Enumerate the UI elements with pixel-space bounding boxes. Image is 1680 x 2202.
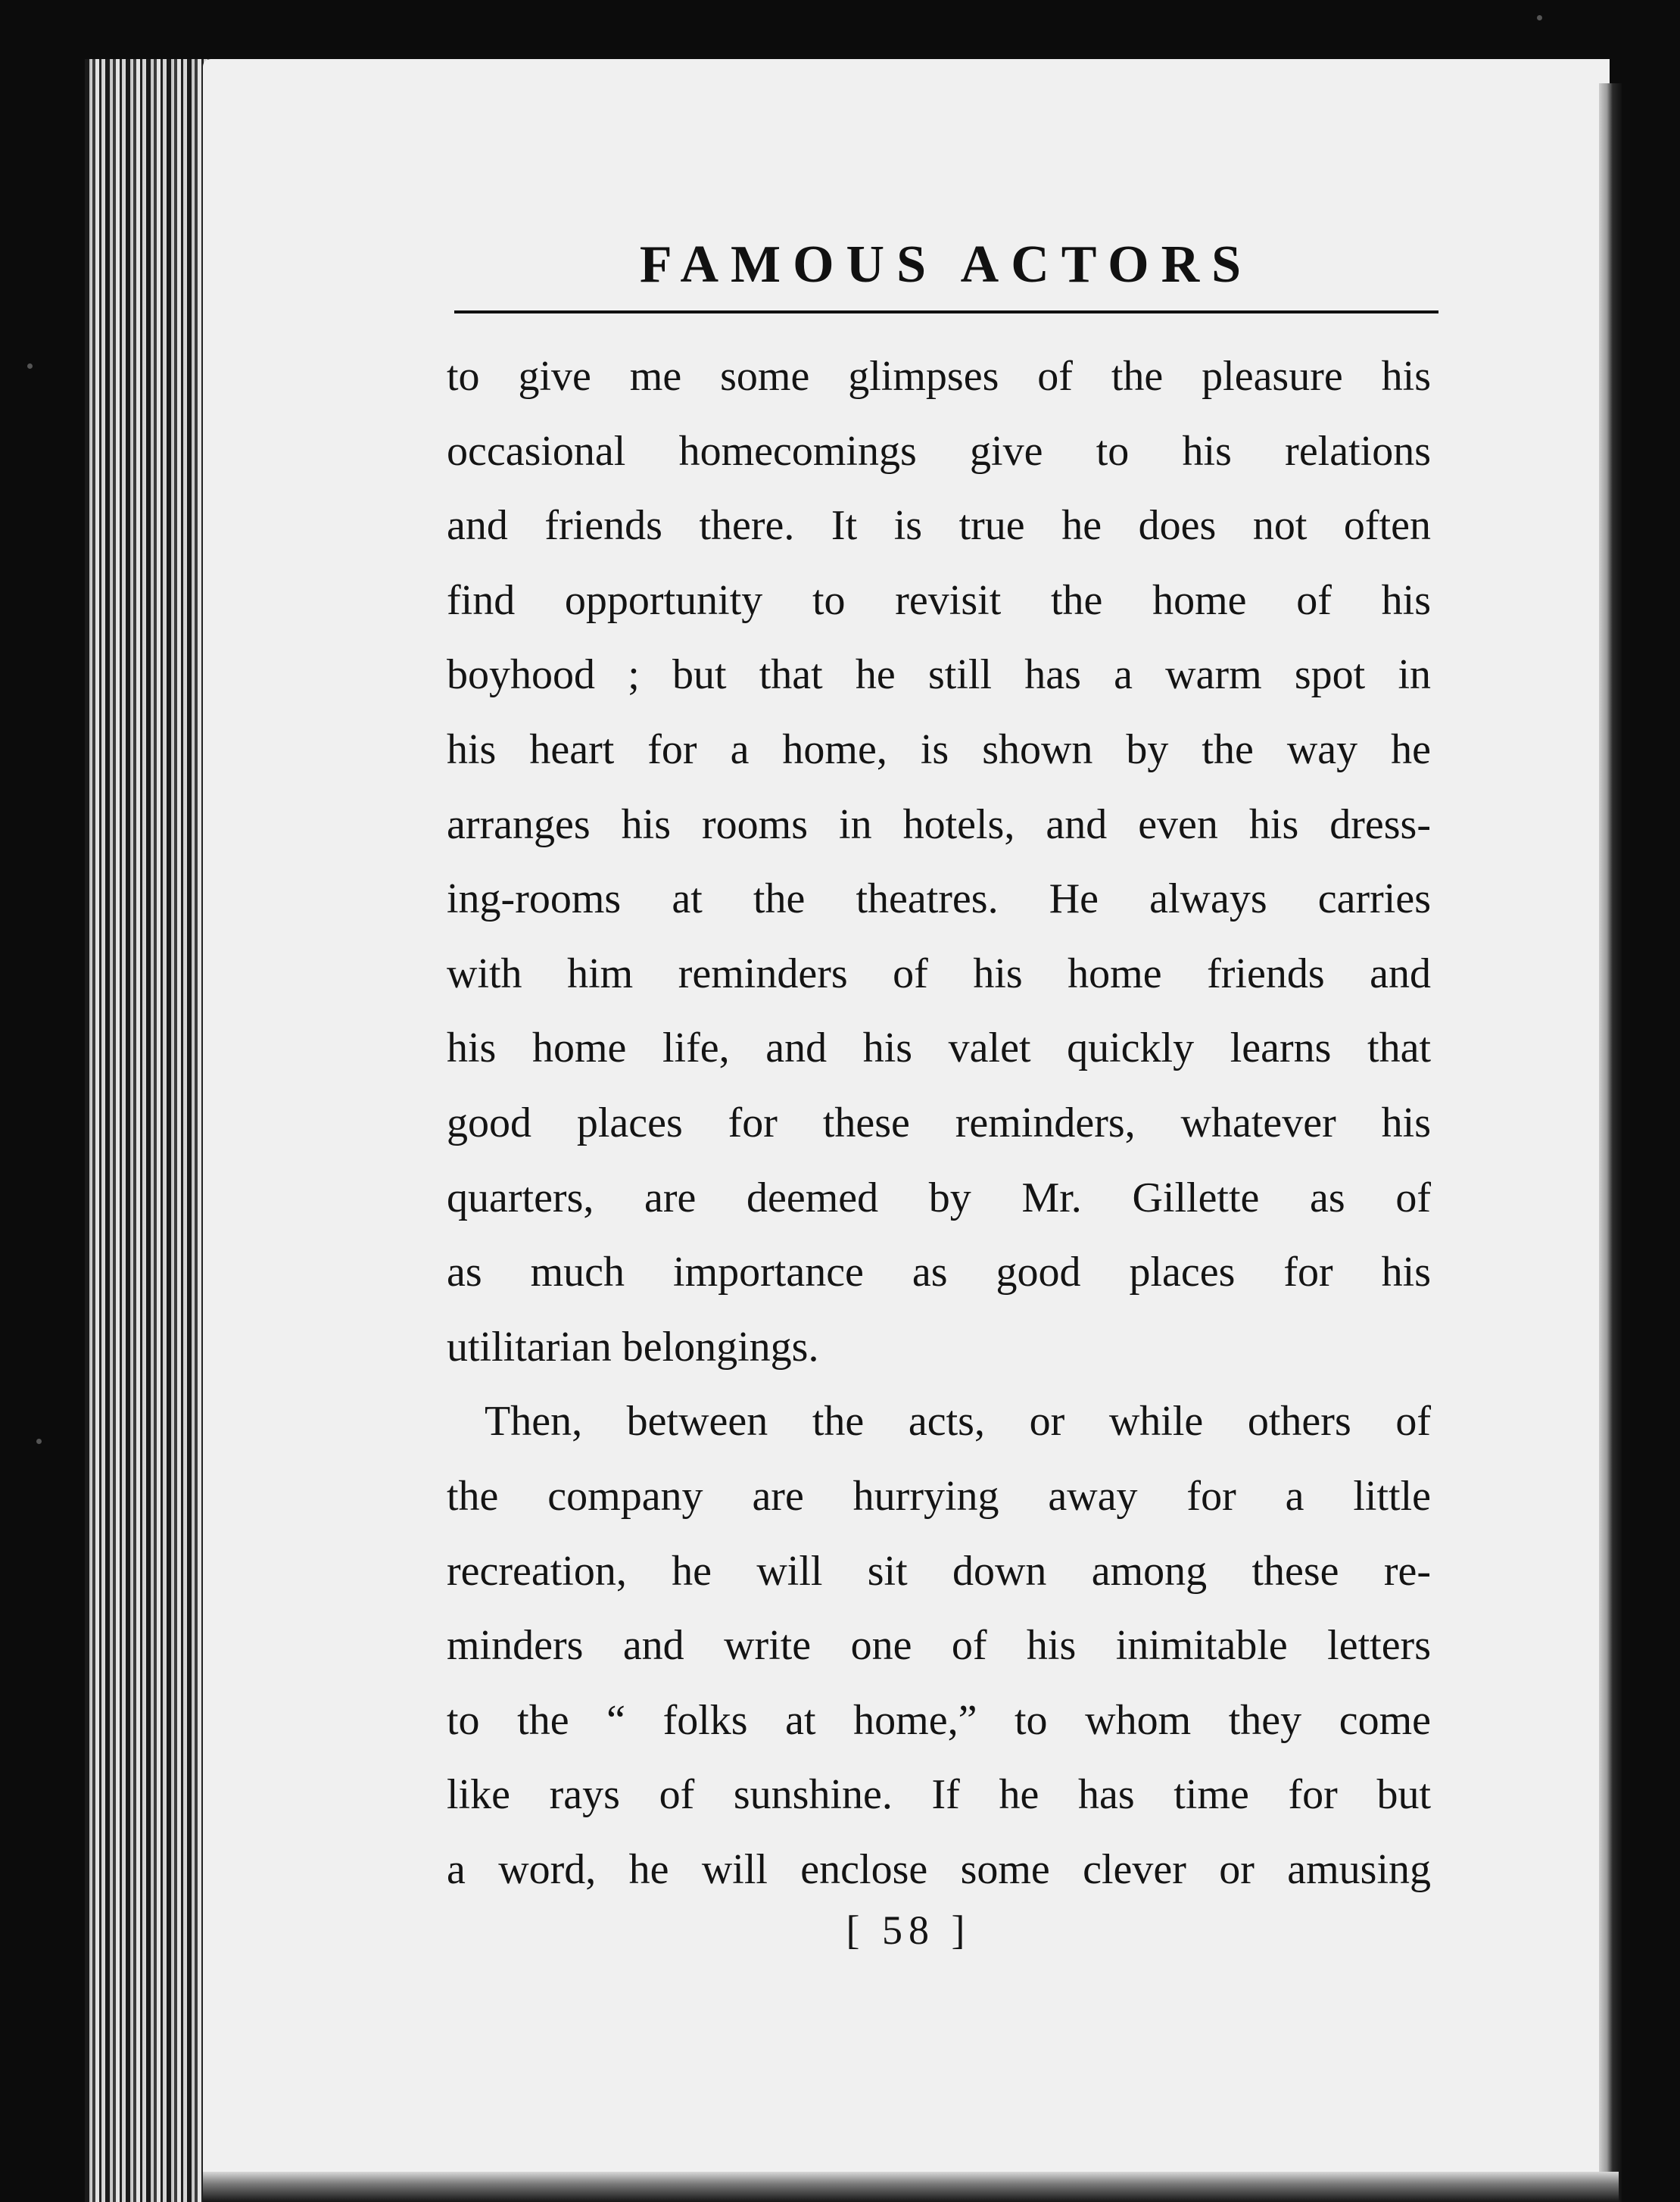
text-line: find opportunity to revisit the home of his bbox=[447, 576, 1431, 624]
text-line: a word, he will enclose some clever or amusing bbox=[447, 1845, 1431, 1893]
running-head-rule bbox=[454, 310, 1438, 313]
scan-speck bbox=[36, 1439, 42, 1444]
text-line: arranges his rooms in hotels, and even his dress- bbox=[447, 800, 1431, 848]
scan-speck bbox=[1537, 15, 1542, 20]
text-line: to give me some glimpses of the pleasure his bbox=[447, 353, 1431, 400]
page-stack-edge bbox=[85, 59, 221, 2202]
text-line: occasional homecomings give to his relations bbox=[447, 427, 1431, 475]
text-line: the company are hurrying away for a little bbox=[447, 1472, 1431, 1520]
page-gutter-edge bbox=[1599, 83, 1622, 2202]
scan-speck bbox=[27, 363, 33, 369]
text-line: minders and write one of his inimitable letters bbox=[447, 1622, 1431, 1670]
text-line: recreation, he will sit down among these re- bbox=[447, 1547, 1431, 1595]
page-bottom-edge bbox=[203, 2172, 1619, 2202]
page-number: [ 58 ] bbox=[846, 1907, 971, 1953]
text-line: and friends there. It is true he does not often bbox=[447, 502, 1431, 550]
text-line: quarters, are deemed by Mr. Gillette as of bbox=[447, 1174, 1431, 1221]
text-line: utilitarian belongings. bbox=[447, 1323, 819, 1371]
text-line: as much importance as good places for his bbox=[447, 1249, 1431, 1296]
text-line: to the “ folks at home,” to whom they come bbox=[447, 1696, 1431, 1744]
text-line: with him reminders of his home friends and bbox=[447, 950, 1431, 997]
text-line: ing-rooms at the theatres. He always carries bbox=[447, 875, 1431, 923]
text-line: like rays of sunshine. If he has time for but bbox=[447, 1771, 1431, 1819]
text-line: his heart for a home, is shown by the way he bbox=[447, 725, 1431, 773]
running-head: FAMOUS ACTORS bbox=[639, 235, 1254, 294]
text-line: his home life, and his valet quickly learns that bbox=[447, 1025, 1431, 1072]
body-text bbox=[447, 339, 1431, 1907]
text-line: boyhood ; but that he still has a warm spot in bbox=[447, 651, 1431, 699]
text-line: Then, between the acts, or while others of bbox=[485, 1398, 1431, 1446]
text-line: good places for these reminders, whatever his bbox=[447, 1099, 1431, 1146]
